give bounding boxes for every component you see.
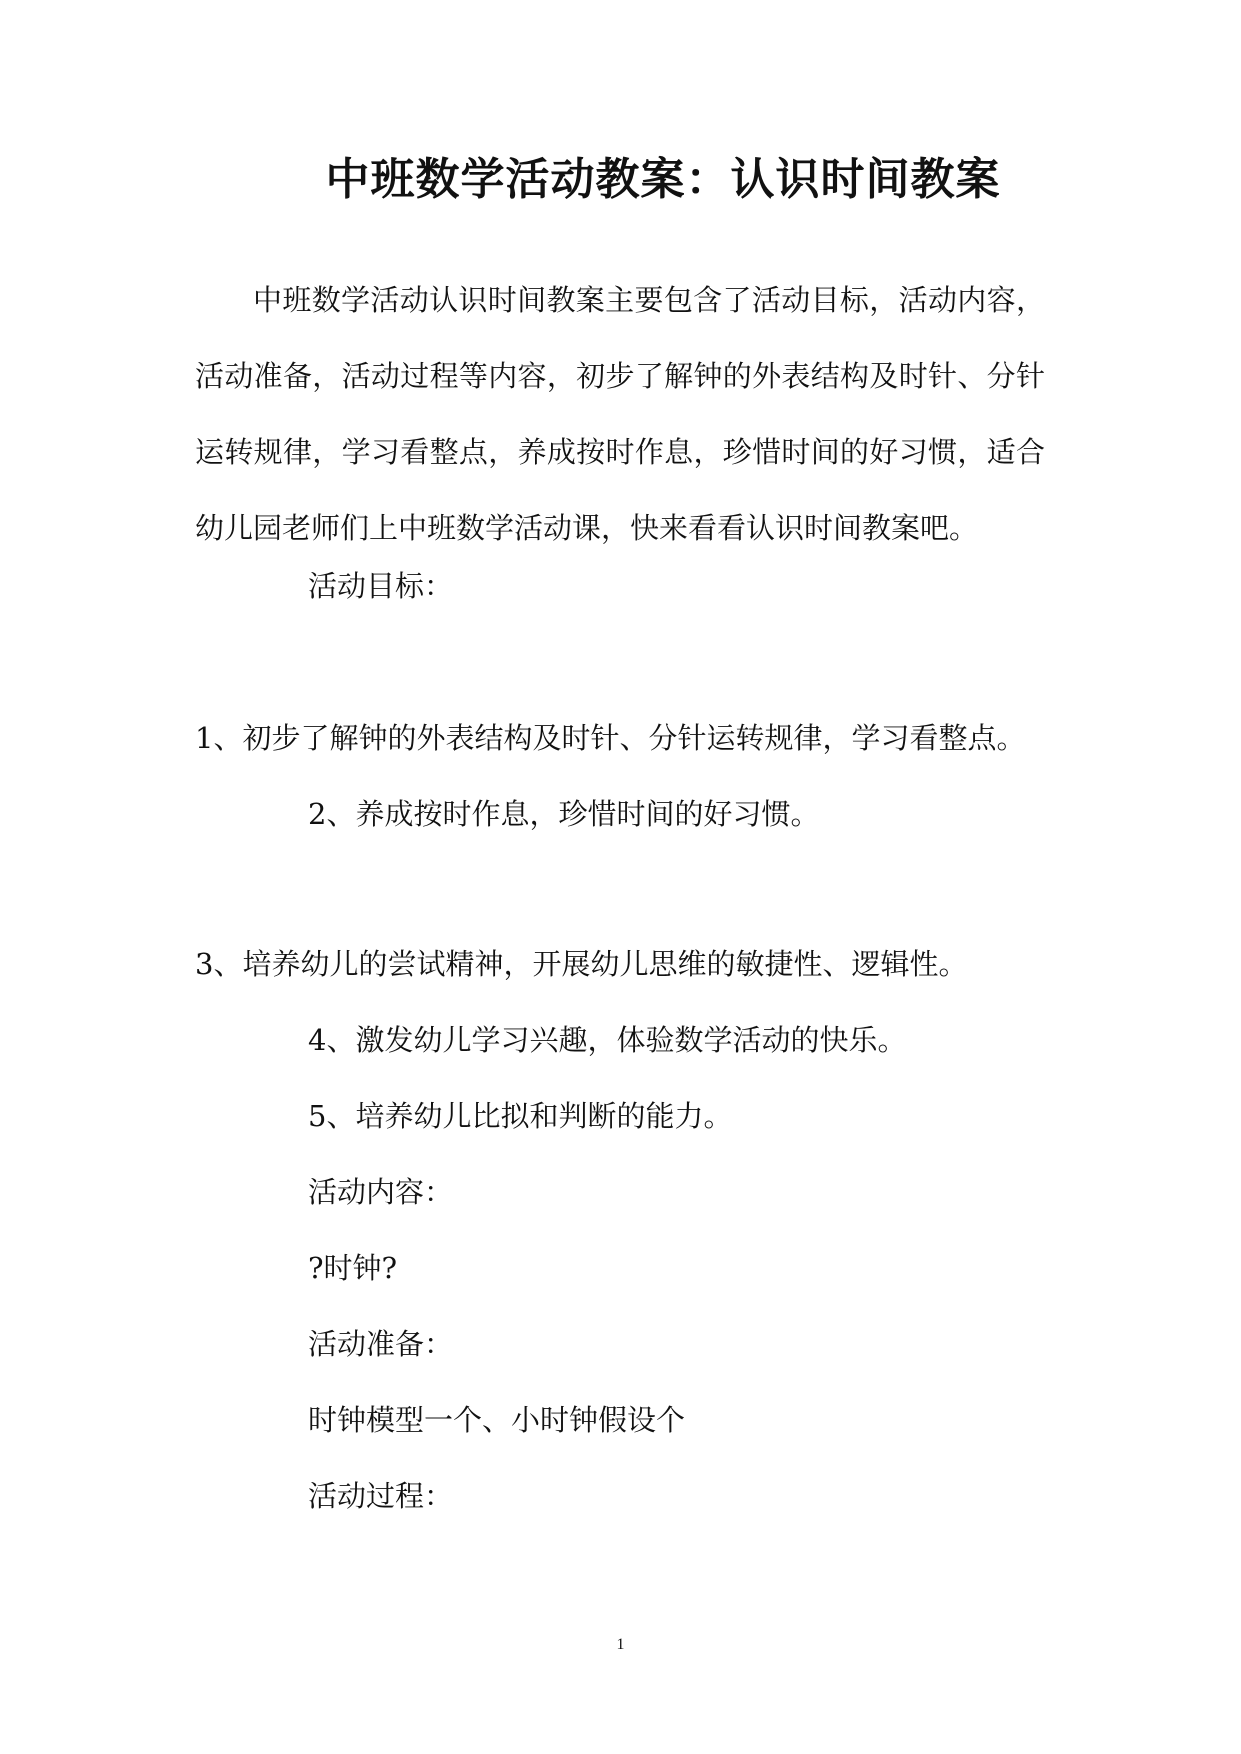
intro-paragraph: 中班数学活动认识时间教案主要包含了活动目标，活动内容，活动准备，活动过程等内容，初步了解钟的外表结构及时针、分针运转规律，学习看整点，养成按时作息，珍惜时间的好习惯，适合幼儿园老师们上中班数学活动课，快来看看认识时间教案吧。 xyxy=(195,283,1045,545)
goal-item-3: 3、培养幼儿的尝试精神，开展幼儿思维的敏捷性、逻辑性。 xyxy=(195,947,968,981)
document-title: 中班数学活动教案：认识时间教案 xyxy=(325,154,1001,205)
prep-text: 时钟模型一个、小时钟假设个 xyxy=(308,1403,686,1437)
process-heading: 活动过程： xyxy=(308,1479,454,1513)
goal-item-2: 2、养成按时作息，珍惜时间的好习惯。 xyxy=(308,797,820,831)
goal-item-4: 4、激发幼儿学习兴趣，体验数学活动的快乐。 xyxy=(308,1023,907,1057)
goal-item-5: 5、培养幼儿比拟和判断的能力。 xyxy=(308,1099,733,1133)
goals-heading: 活动目标： xyxy=(308,569,454,603)
content-text: ?时钟? xyxy=(308,1251,398,1285)
prep-heading: 活动准备： xyxy=(308,1327,454,1361)
goal-item-1: 1、初步了解钟的外表结构及时针、分针运转规律，学习看整点。 xyxy=(195,721,1026,755)
page-number: 1 xyxy=(616,1636,625,1653)
content-heading: 活动内容： xyxy=(308,1175,454,1209)
